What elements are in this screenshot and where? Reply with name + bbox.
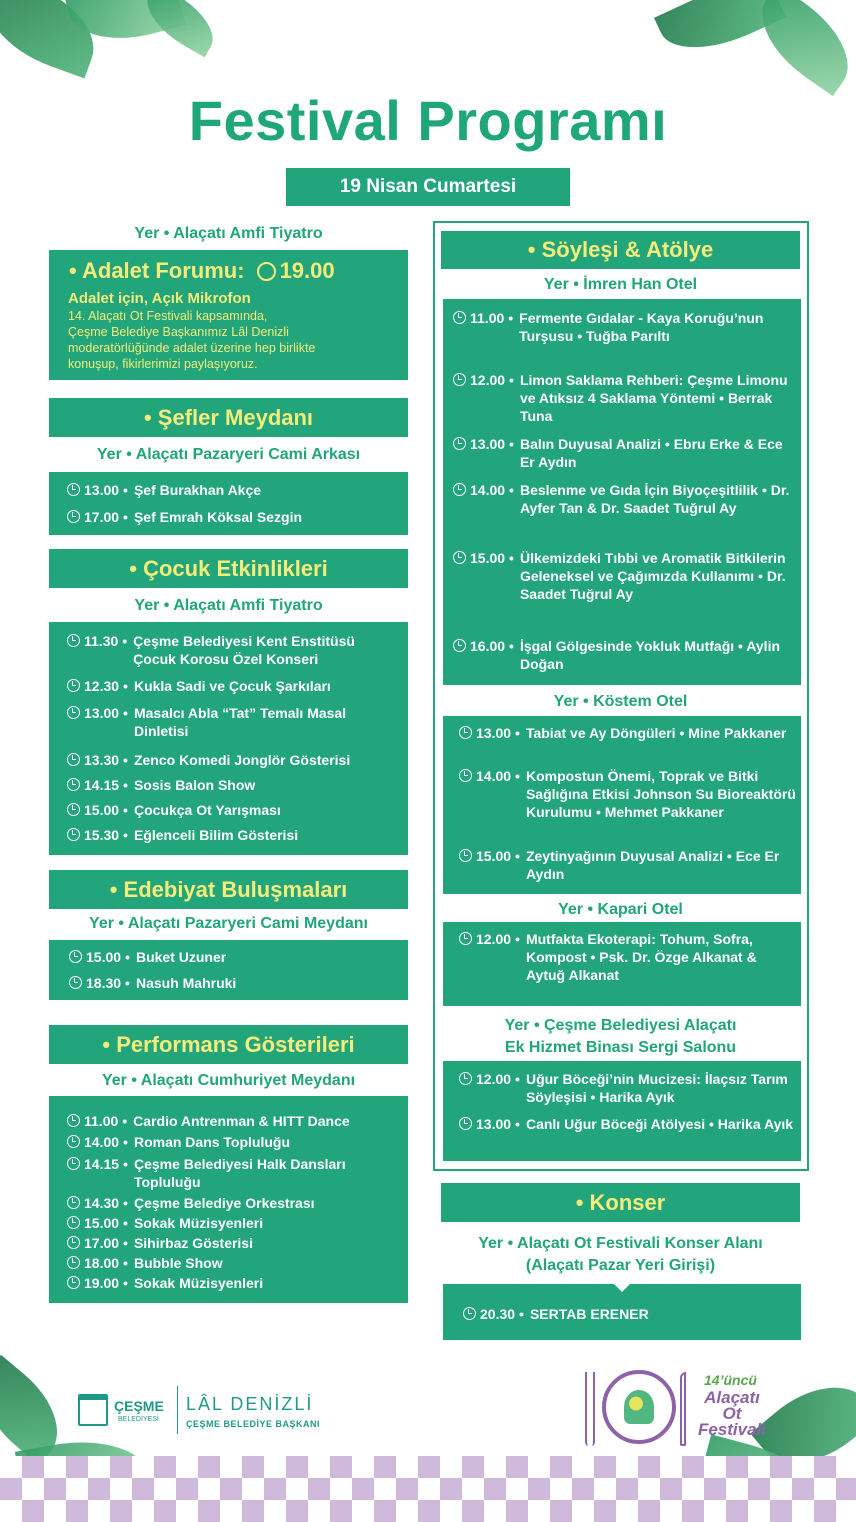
- item-time: 17.00: [84, 509, 120, 525]
- list-item: 14.30 • Çeşme Belediye Orkestrası: [67, 1194, 402, 1212]
- kostem-box: [443, 716, 801, 894]
- adalet-heading: • Adalet Forumu:: [69, 258, 245, 283]
- festival-number: 14’üncü: [704, 1372, 757, 1388]
- sefler-heading: • Şefler Meydanı: [49, 398, 408, 437]
- list-item: 13.00 • Canlı Uğur Böceği Atölyesi • Harika Ayık: [459, 1115, 797, 1133]
- list-item: 11.30 • Çeşme Belediyesi Kent Enstitüsü Çocuk Korosu Özel Konseri: [67, 632, 397, 668]
- adalet-subtitle: Adalet için, Açık Mikrofon: [68, 290, 251, 307]
- clock-icon: [67, 753, 80, 766]
- festival-name-line: Festivali: [697, 1420, 767, 1439]
- list-item: 19.00 • Sokak Müzisyenleri: [67, 1274, 402, 1292]
- item-time: 14.15: [84, 777, 120, 793]
- item-text: Masalcı Abla “Tat” Temalı Masal Dinletisi: [133, 705, 347, 739]
- item-time: 14.30: [84, 1195, 120, 1211]
- list-item: 15.00 • Sokak Müzisyenleri: [67, 1214, 402, 1232]
- list-item: 12.00 • Mutfakta Ekoterapi: Tohum, Sofra, Kompost • Psk. Dr. Özge Alkanat & Aytuğ Alkanat: [459, 930, 797, 984]
- clock-icon: [67, 1114, 80, 1127]
- clock-icon: [67, 778, 80, 791]
- item-text: Ülkemizdeki Tıbbi ve Aromatik Bitkilerin Geleneksel ve Çağımızda Kullanımı • Dr. Saadet Tuğrul Ay: [519, 550, 786, 602]
- item-text: Sihirbaz Gösterisi: [133, 1235, 253, 1251]
- konser-box: [443, 1284, 801, 1340]
- item-text: Fermente Gıdalar - Kaya Koruğu’nun Turşusu • Tuğba Parıltı: [519, 310, 764, 344]
- item-text: Eğlenceli Bilim Gösterisi: [133, 827, 299, 843]
- clock-icon: [463, 1307, 476, 1320]
- sefler-box: [49, 472, 408, 535]
- cesme-logo: [78, 1392, 170, 1432]
- item-time: 15.00: [470, 550, 506, 566]
- item-time: 11.30: [84, 633, 119, 649]
- clock-icon: [453, 311, 466, 324]
- item-text: Uğur Böceği’nin Mucizesi: İlaçsız Tarım Söyleşisi • Harika Ayık: [525, 1071, 788, 1105]
- item-time: 19.00: [84, 1275, 120, 1291]
- list-item: 14.00 • Beslenme ve Gıda İçin Biyoçeşitlilik • Dr. Ayfer Tan & Dr. Saadet Tuğrul Ay: [453, 481, 798, 517]
- clock-icon: [67, 1256, 80, 1269]
- list-item: 15.00 • Buket Uzuner: [69, 948, 399, 966]
- item-time: 13.00: [470, 436, 506, 452]
- item-text: Çocukça Ot Yarışması: [133, 802, 281, 818]
- clock-icon: [67, 1236, 80, 1249]
- edebiyat-box: [49, 940, 408, 1000]
- clock-icon: [67, 634, 80, 647]
- item-time: 12.00: [470, 372, 506, 388]
- item-time: 14.15: [84, 1156, 120, 1172]
- item-text: Çeşme Belediyesi Kent Enstitüsü Çocuk Korosu Özel Konseri: [133, 633, 355, 667]
- plate-icon: [602, 1370, 676, 1444]
- item-text: Kukla Sadi ve Çocuk Şarkıları: [133, 678, 331, 694]
- konser-place-line: Yer • Alaçatı Ot Festivali Konser Alanı: [478, 1235, 763, 1252]
- performans-heading: • Performans Gösterileri: [49, 1025, 408, 1064]
- item-text: Şef Burakhan Akçe: [133, 482, 262, 498]
- list-item: 12.00 • Limon Saklama Rehberi: Çeşme Limonu ve Atıksız 4 Saklama Yöntemi • Berrak Tuna: [453, 371, 798, 425]
- castle-icon: [78, 1394, 108, 1426]
- cocuk-box: [49, 622, 408, 855]
- list-item: 18.00 • Bubble Show: [67, 1254, 402, 1272]
- item-text: Sokak Müzisyenleri: [133, 1275, 264, 1291]
- adalet-time: 19.00: [279, 258, 335, 283]
- clock-icon: [459, 1117, 472, 1130]
- list-item: 14.00 • Roman Dans Topluluğu: [67, 1133, 402, 1151]
- clock-icon: [453, 551, 466, 564]
- item-text: Buket Uzuner: [135, 949, 227, 965]
- list-item: 15.30 • Eğlenceli Bilim Gösterisi: [67, 826, 397, 844]
- item-text: İşgal Gölgesinde Yokluk Mutfağı • Aylin Doğan: [519, 638, 781, 672]
- item-text: Limon Saklama Rehberi: Çeşme Limonu ve Atıksız 4 Saklama Yöntemi • Berrak Tuna: [519, 372, 788, 424]
- clock-icon: [459, 726, 472, 739]
- imren-place: Yer • İmren Han Otel: [543, 276, 698, 293]
- performans-place: Yer • Alaçatı Cumhuriyet Meydanı: [101, 1072, 356, 1089]
- clock-icon: [459, 1072, 472, 1085]
- adalet-desc-line: Çeşme Belediye Başkanımız Lâl Denizli: [68, 325, 289, 339]
- item-time: 18.30: [86, 975, 122, 991]
- clock-icon: [67, 803, 80, 816]
- item-text: Çeşme Belediyesi Halk Dansları Topluluğu: [133, 1156, 346, 1190]
- logo-divider: [177, 1386, 178, 1434]
- soylesi-heading: • Söyleşi & Atölye: [441, 231, 800, 269]
- festival-name-line: Ot: [722, 1404, 742, 1423]
- festival-logo: [580, 1368, 780, 1454]
- fork-icon: [585, 1372, 595, 1446]
- item-text: Tabiat ve Ay Döngüleri • Mine Pakkaner: [525, 725, 787, 741]
- adalet-desc-line: konuşup, fikirlerimizi paylaşıyoruz.: [68, 357, 258, 371]
- list-item: 15.00 • Çocukça Ot Yarışması: [67, 801, 397, 819]
- list-item: 15.00 • Ülkemizdeki Tıbbi ve Aromatik Bitkilerin Geleneksel ve Çağımızda Kullanımı • Dr. Saadet Tuğrul Ay: [453, 549, 798, 603]
- konser-place: [441, 1234, 800, 1276]
- list-item: 14.15 • Çeşme Belediyesi Halk Dansları Topluluğu: [67, 1155, 402, 1191]
- list-item: 15.00 • Zeytinyağının Duyusal Analizi • Ece Er Aydın: [459, 847, 797, 883]
- item-time: 14.00: [476, 768, 512, 784]
- adalet-box: [49, 250, 408, 380]
- item-time: 15.00: [84, 802, 120, 818]
- clock-icon: [67, 1196, 80, 1209]
- list-item: 13.30 • Zenco Komedi Jonglör Gösterisi: [67, 751, 402, 769]
- herb-icon: [624, 1390, 654, 1424]
- item-time: 13.00: [476, 1116, 512, 1132]
- list-item: 18.30 • Nasuh Mahruki: [69, 974, 399, 992]
- item-time: 12.00: [476, 931, 512, 947]
- item-text: Zenco Komedi Jonglör Gösterisi: [133, 752, 351, 768]
- item-time: 13.30: [84, 752, 120, 768]
- clock-icon: [67, 1157, 80, 1170]
- item-time: 18.00: [84, 1255, 120, 1271]
- clock-icon: [453, 373, 466, 386]
- item-time: 14.00: [470, 482, 506, 498]
- cocuk-place: Yer • Alaçatı Amfi Tiyatro: [134, 597, 323, 614]
- list-item: 13.00 • Balın Duyusal Analizi • Ebru Erke & Ece Er Aydın: [453, 435, 798, 471]
- item-text: Canlı Uğur Böceği Atölyesi • Harika Ayık: [525, 1116, 794, 1132]
- list-item: 20.30 • SERTAB ERENER: [463, 1305, 793, 1323]
- date-banner: 19 Nisan Cumartesi: [286, 168, 570, 206]
- clock-icon: [453, 639, 466, 652]
- adalet-heading-row: [69, 258, 335, 284]
- item-time: 13.00: [84, 705, 120, 721]
- konser-place-line: (Alaçatı Pazar Yeri Girişi): [525, 1257, 716, 1274]
- cesme-logo-text: ÇEŞME: [114, 1398, 164, 1414]
- cocuk-heading: • Çocuk Etkinlikleri: [49, 549, 408, 588]
- checkered-tablecloth: [0, 1456, 856, 1522]
- clock-icon: [459, 932, 472, 945]
- list-item: 16.00 • İşgal Gölgesinde Yokluk Mutfağı • Aylin Doğan: [453, 637, 798, 673]
- cesme-logo-subtext: BELEDİYESİ: [118, 1416, 159, 1423]
- list-item: 14.15 • Sosis Balon Show: [67, 776, 397, 794]
- clock-icon: [67, 828, 80, 841]
- clock-icon: [453, 437, 466, 450]
- item-text: Balın Duyusal Analizi • Ebru Erke & Ece Er Aydın: [519, 436, 783, 470]
- item-time: 17.00: [84, 1235, 120, 1251]
- item-time: 14.00: [84, 1134, 120, 1150]
- item-time: 15.00: [84, 1215, 120, 1231]
- clock-icon: [67, 510, 80, 523]
- cesme-box: [443, 1061, 801, 1161]
- cesme-place-line: Ek Hizmet Binası Sergi Salonu: [504, 1039, 737, 1056]
- item-text: Çeşme Belediye Orkestrası: [133, 1195, 315, 1211]
- item-text: Sokak Müzisyenleri: [133, 1215, 264, 1231]
- item-text: Mutfakta Ekoterapi: Tohum, Sofra, Kompost • Psk. Dr. Özge Alkanat & Aytuğ Alkanat: [525, 931, 757, 983]
- cesme-place: [441, 1016, 800, 1058]
- list-item: 13.00 • Masalcı Abla “Tat” Temalı Masal Dinletisi: [67, 704, 397, 740]
- konser-heading: • Konser: [441, 1183, 800, 1222]
- item-time: 20.30: [480, 1306, 516, 1322]
- item-time: 13.00: [84, 482, 120, 498]
- item-text: Roman Dans Topluluğu: [133, 1134, 291, 1150]
- item-text: Zeytinyağının Duyusal Analizi • Ece Er Aydın: [525, 848, 780, 882]
- clock-icon: [69, 976, 82, 989]
- item-time: 12.00: [476, 1071, 512, 1087]
- list-item: 12.00 • Uğur Böceği’nin Mucizesi: İlaçsız Tarım Söyleşisi • Harika Ayık: [459, 1070, 797, 1106]
- item-time: 15.00: [476, 848, 512, 864]
- item-text: Kompostun Önemi, Toprak ve Bitki Sağlığına Etkisi Johnson Su Bioreaktörü Kurulumu • Mehmet Pakkaner: [525, 768, 796, 820]
- festival-name: [692, 1390, 772, 1438]
- kostem-place: Yer • Köstem Otel: [553, 693, 688, 710]
- item-text: Cardio Antrenman & HITT Dance: [133, 1113, 350, 1129]
- clock-icon: [257, 262, 276, 281]
- clock-icon: [69, 950, 82, 963]
- list-item: 12.30 • Kukla Sadi ve Çocuk Şarkıları: [67, 677, 397, 695]
- item-time: 15.00: [86, 949, 122, 965]
- page-title: Festival Programı: [188, 89, 668, 152]
- adalet-desc-line: moderatörlüğünde adalet üzerine hep birlikte: [68, 341, 316, 355]
- clock-icon: [67, 706, 80, 719]
- item-time: 11.00: [470, 310, 505, 326]
- sefler-place: Yer • Alaçatı Pazaryeri Cami Arkası: [96, 446, 361, 463]
- knife-icon: [680, 1372, 686, 1446]
- clock-icon: [67, 1135, 80, 1148]
- kapari-box: [443, 922, 801, 1006]
- item-time: 15.30: [84, 827, 120, 843]
- item-time: 11.00: [84, 1113, 119, 1129]
- list-item: 17.00 • Sihirbaz Gösterisi: [67, 1234, 402, 1252]
- item-text: Beslenme ve Gıda İçin Biyoçeşitlilik • Dr. Ayfer Tan & Dr. Saadet Tuğrul Ay: [519, 482, 790, 516]
- list-item: 13.00 • Şef Burakhan Akçe: [67, 481, 397, 499]
- item-time: 13.00: [476, 725, 512, 741]
- mayor-title: ÇEŞME BELEDİYE BAŞKANI: [186, 1419, 321, 1429]
- clock-icon: [453, 483, 466, 496]
- item-text: Şef Emrah Köksal Sezgin: [133, 509, 303, 525]
- clock-icon: [67, 1216, 80, 1229]
- list-item: 11.00 • Fermente Gıdalar - Kaya Koruğu’nun Turşusu • Tuğba Parıltı: [453, 309, 798, 345]
- item-text: SERTAB ERENER: [529, 1306, 649, 1322]
- cesme-place-line: Yer • Çeşme Belediyesi Alaçatı: [504, 1017, 737, 1034]
- edebiyat-heading: • Edebiyat Buluşmaları: [49, 870, 408, 909]
- list-item: 13.00 • Tabiat ve Ay Döngüleri • Mine Pakkaner: [459, 724, 797, 742]
- adalet-desc-line: 14. Alaçatı Ot Festivali kapsamında,: [68, 309, 268, 323]
- clock-icon: [67, 483, 80, 496]
- clock-icon: [459, 769, 472, 782]
- edebiyat-place: Yer • Alaçatı Pazaryeri Cami Meydanı: [89, 915, 368, 932]
- item-text: Bubble Show: [133, 1255, 223, 1271]
- clock-icon: [67, 679, 80, 692]
- clock-icon: [67, 1276, 80, 1289]
- item-text: Sosis Balon Show: [133, 777, 256, 793]
- item-time: 16.00: [470, 638, 506, 654]
- adalet-desc: [68, 308, 403, 372]
- clock-icon: [459, 849, 472, 862]
- adalet-place: Yer • Alaçatı Amfi Tiyatro: [134, 225, 323, 242]
- konser-notch: [613, 1283, 631, 1292]
- item-time: 12.30: [84, 678, 120, 694]
- mayor-name: LÂL DENİZLİ: [186, 1394, 314, 1414]
- performans-box: [49, 1096, 408, 1303]
- list-item: 14.00 • Kompostun Önemi, Toprak ve Bitki Sağlığına Etkisi Johnson Su Bioreaktörü Kurulumu • Mehmet Pakkaner: [459, 767, 797, 821]
- imren-box: [443, 299, 801, 685]
- list-item: 11.00 • Cardio Antrenman & HITT Dance: [67, 1112, 402, 1130]
- festival-name-line: Alaçatı: [704, 1388, 760, 1407]
- kapari-place: Yer • Kapari Otel: [558, 901, 683, 918]
- item-text: Nasuh Mahruki: [135, 975, 237, 991]
- list-item: 17.00 • Şef Emrah Köksal Sezgin: [67, 508, 397, 526]
